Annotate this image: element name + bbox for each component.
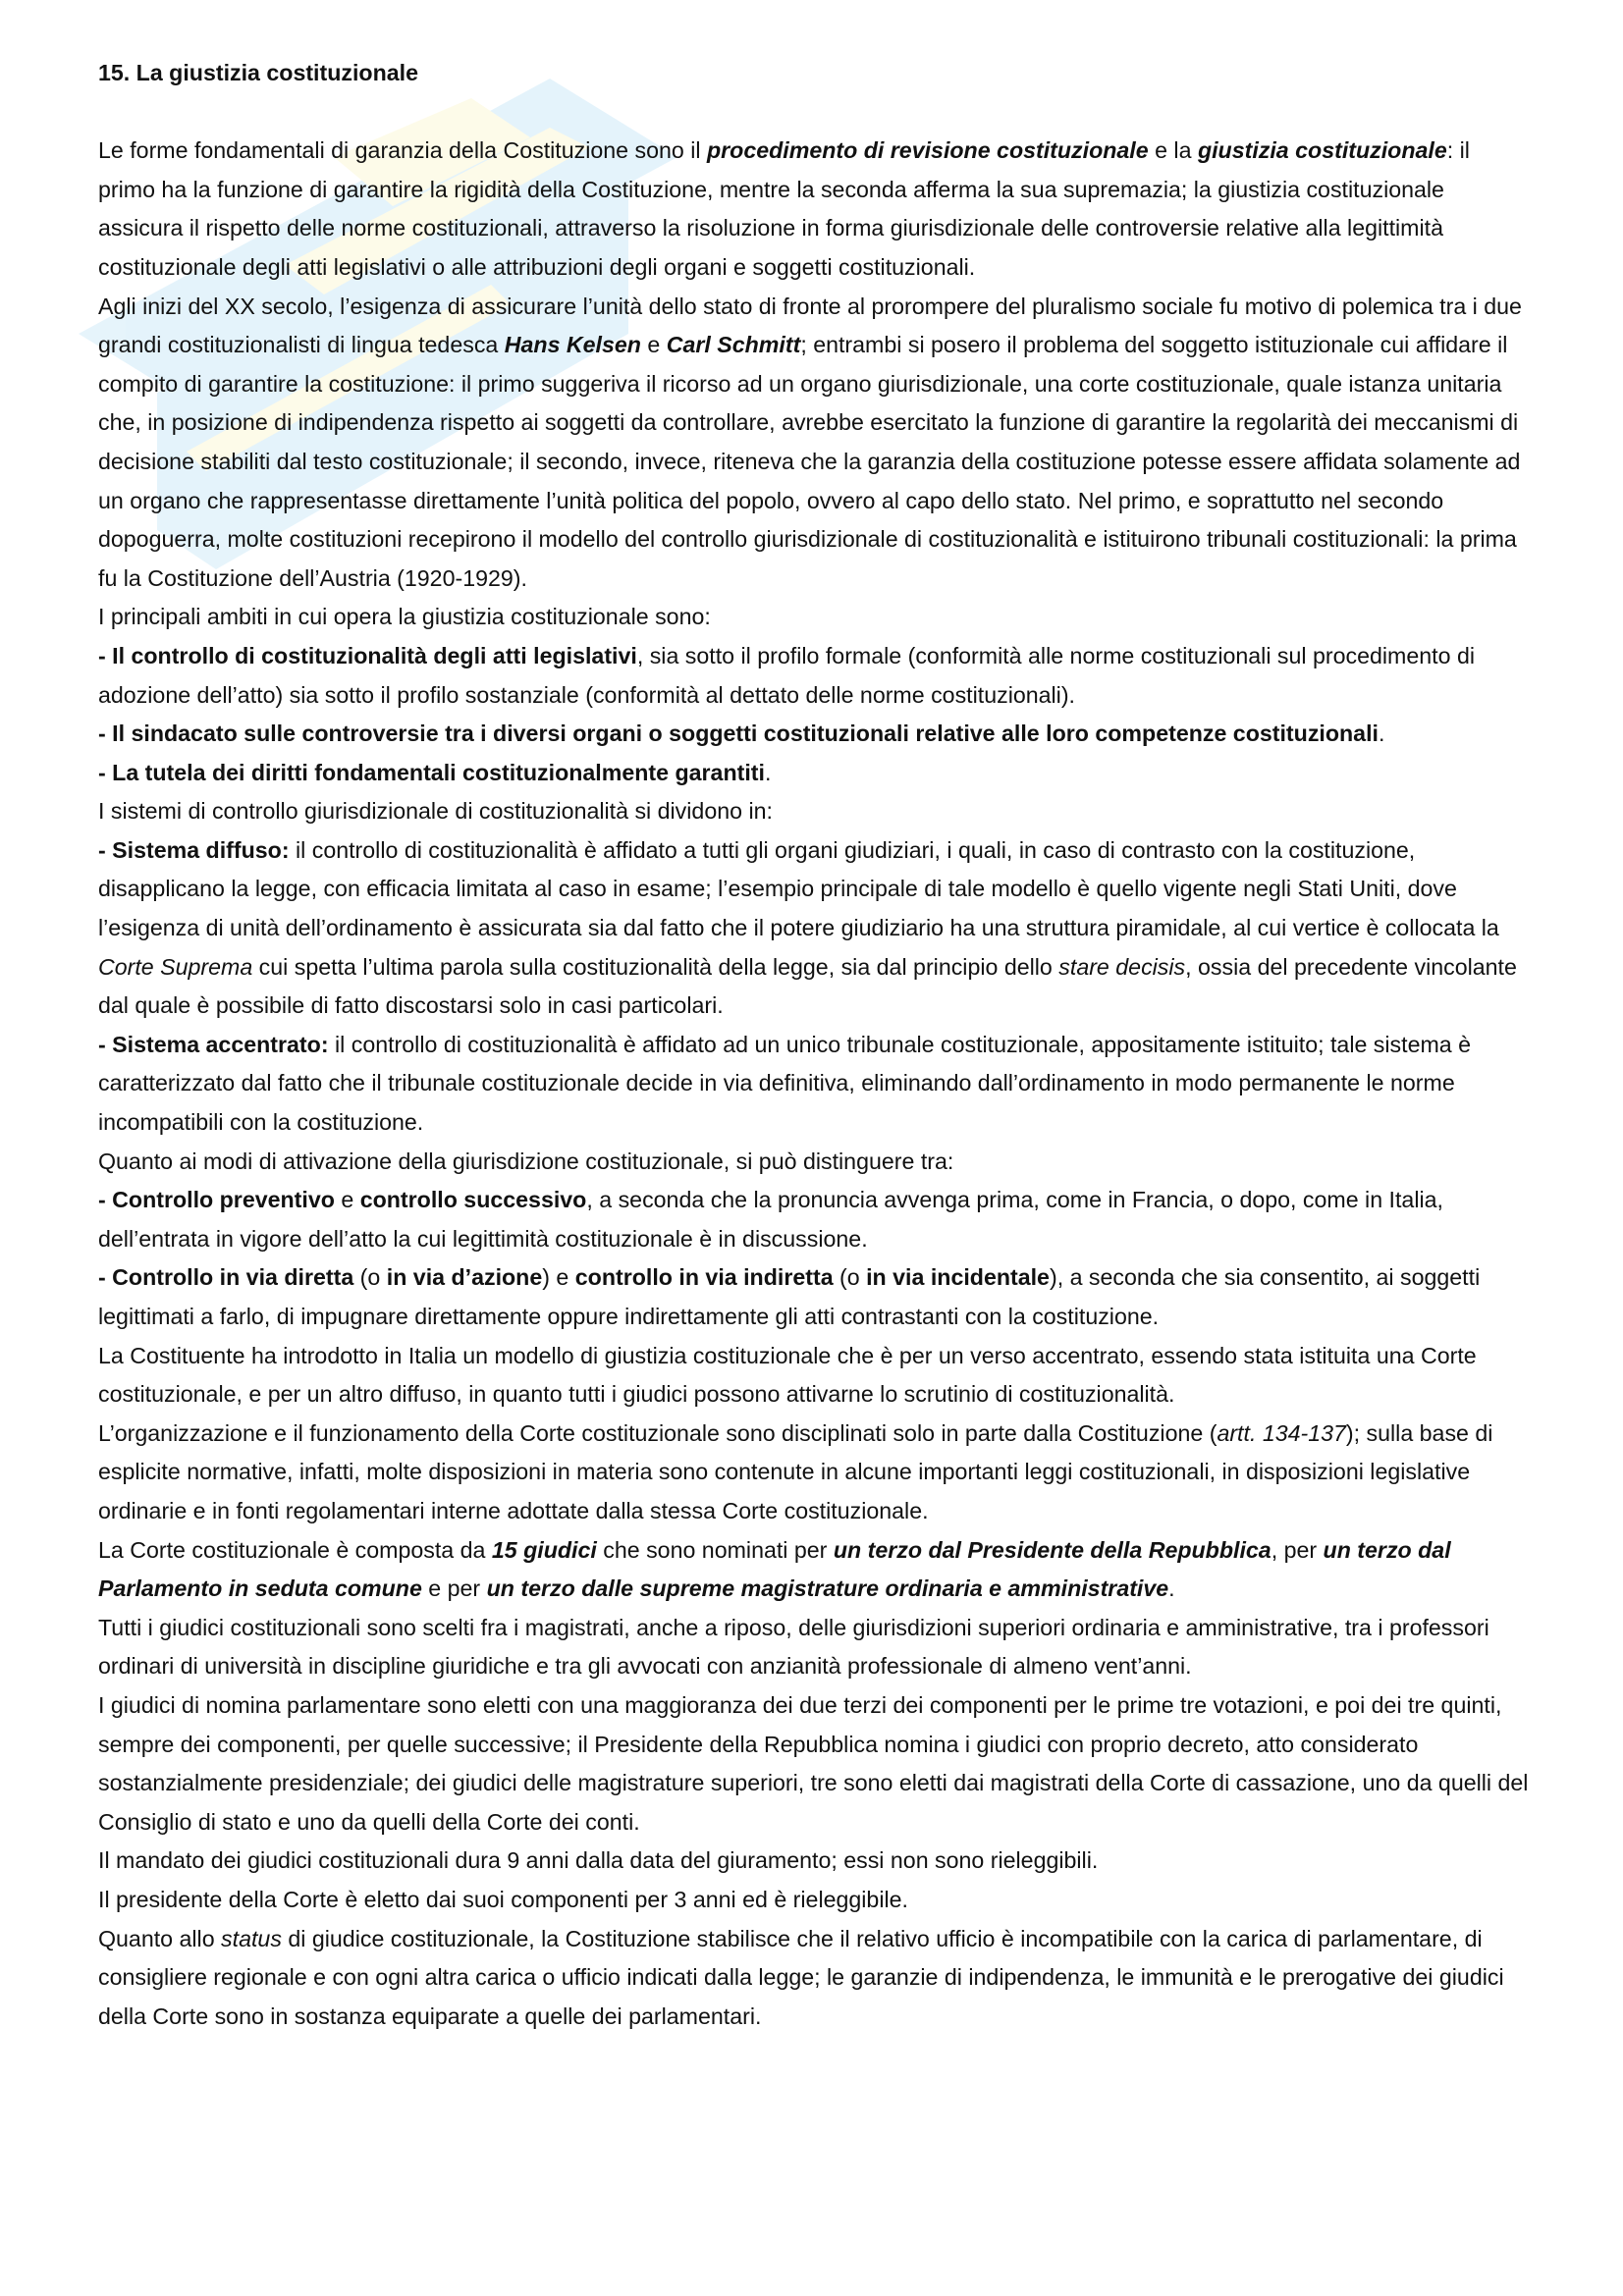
list-item-sistema-accentrato	[98, 1026, 1532, 1143]
emphasis: giustizia costituzionale	[1197, 137, 1447, 164]
text: Le forme fondamentali di garanzia della Costituzione sono il	[98, 137, 707, 164]
page-title: 15. La giustizia costituzionale	[98, 60, 418, 85]
text: .	[1168, 1575, 1175, 1602]
paragraph-presidente: Il presidente della Corte è eletto dai suoi componenti per 3 anni ed è rieleggibile.	[98, 1886, 908, 1912]
emphasis: - Sistema diffuso:	[98, 836, 290, 863]
text: il controllo di costituzionalità è affidato ad un unico tribunale costituzionale, appositamente istituito; tale sistema è caratterizzato dal fatto che il tribunale costituzionale decide in via definitiva, eliminando dall’ordinamento in modo permanente le norme incompatibili con la costituzione.	[98, 1031, 1472, 1136]
emphasis: un terzo dal Presidente della Repubblica	[833, 1536, 1271, 1563]
list-item-ambito-3	[98, 754, 1532, 793]
emphasis: un terzo dalle supreme magistrature ordinaria e amministrative	[486, 1575, 1169, 1602]
paragraph-intro	[98, 132, 1532, 287]
paragraph-mandato: Il mandato dei giudici costituzionali dura 9 anni dalla data del giuramento; essi non sono rieleggibili.	[98, 1847, 1099, 1874]
list-item-controllo-preventivo	[98, 1181, 1532, 1258]
paragraph-sistemi-intro: I sistemi di controllo giurisdizionale di costituzionalità si dividono in:	[98, 798, 773, 825]
emphasis: artt. 134-137	[1217, 1419, 1346, 1446]
emphasis: procedimento di revisione costituzionale	[706, 137, 1149, 164]
text: Quanto allo	[98, 1925, 222, 1951]
text: ; entrambi si posero il problema del soggetto istituzionale cui affidare il compito di garantire la costituzione: il primo suggeriva il ricorso ad un organo giurisdizionale, una corte costituzionale, quale istanza unitaria che, in posizione di indipendenza rispetto ai soggetti da controllare, avrebbe esercitato la funzione di garantire la regolarità dei meccanismi di decisione stabiliti dal testo costituzionale; il secondo, invece, riteneva che la garanzia della costituzione potesse essere affidata solamente ad un organo che rappresentasse direttamente l’unità politica del popolo, ovvero al capo dello stato. Nel primo, e soprattutto nel secondo dopoguerra, molte costituzioni recepirono il modello del controllo giurisdizionale di costituzionalità e istituirono tribunali costituzionali: la prima fu la Costituzione dell’Austria (1920-1929).	[98, 332, 1521, 591]
text: il controllo di costituzionalità è affidato a tutti gli organi giudiziari, i quali, in caso di contrasto con la costituzione, disapplicano la legge, con efficacia limitata al caso in esame; l’esempio principale di tale modello è quello vigente negli Stati Uniti, dove l’esigenza di unità dell’ordinamento è assicurata sia dal fatto che il potere giudiziario ha una struttura piramidale, al cui vertice è collocata la	[98, 836, 1499, 941]
text: L’organizzazione e il funzionamento della Corte costituzionale sono disciplinati solo in parte dalla Costituzione (	[98, 1419, 1217, 1446]
paragraph-status	[98, 1920, 1532, 2037]
list-item-controllo-diretto	[98, 1258, 1532, 1336]
document-body	[98, 54, 1532, 2036]
emphasis: controllo in via indiretta	[574, 1264, 834, 1291]
text: (o	[353, 1264, 387, 1291]
text: , sia sotto il profilo formale (conformità alle norme costituzionali sul procedimento di adozione dell’atto) sia sotto il profilo sostanziale (conformità al dettato delle norme costituzionali).	[98, 642, 1475, 708]
paragraph-nomina-giudici: I giudici di nomina parlamentare sono eletti con una maggioranza dei due terzi dei componenti per le prime tre votazioni, e poi dei tre quinti, sempre dei componenti, per quelle successive; il Presidente della Repubblica nomina i giudici con proprio decreto, atto considerato sostanzialmente presidenziale; dei giudici delle magistrature superiori, tre sono eletti dai magistrati della Corte di cassazione, uno da quelli del Consiglio di stato e uno da quelli della Corte dei conti.	[98, 1691, 1529, 1835]
text: Agli inizi del XX secolo, l’esigenza di assicurare l’unità dello stato di fronte al prorompere del pluralismo sociale fu motivo di polemica tra i due grandi costituzionalisti di lingua tedesca	[98, 293, 1522, 358]
emphasis: in via incidentale	[866, 1264, 1050, 1291]
paragraph-costituente: La Costituente ha introdotto in Italia un modello di giustizia costituzionale che è per un verso accentrato, essendo stata istituita una Corte costituzionale, e per un altro diffuso, in quanto tutti i giudici possono attivarne lo scrutinio di costituzionalità.	[98, 1342, 1477, 1408]
text: e	[640, 332, 667, 358]
emphasis: in via d’azione	[386, 1264, 543, 1291]
text: ), a seconda che sia consentito, ai soggetti legittimati a farlo, di impugnare direttamente oppure indirettamente gli atti contrastanti con la costituzione.	[98, 1264, 1481, 1329]
emphasis: 15 giudici	[491, 1536, 597, 1563]
emphasis: - Il sindacato sulle controversie tra i diversi organi o soggetti costituzionali relative alle loro competenze costituzionali	[98, 721, 1379, 747]
emphasis: controllo successivo	[359, 1187, 587, 1213]
text: , a seconda che la pronuncia avvenga prima, come in Francia, o dopo, come in Italia, dell’entrata in vigore dell’atto la cui legittimità costituzionale è in discussione.	[98, 1187, 1443, 1252]
paragraph-history	[98, 288, 1532, 599]
paragraph-ambiti-intro: I principali ambiti in cui opera la giustizia costituzionale sono:	[98, 604, 711, 630]
emphasis: - Controllo in via diretta	[98, 1264, 354, 1291]
text: ); sulla base di esplicite normative, infatti, molte disposizioni in materia sono contenute in alcune importanti leggi costituzionali, in disposizioni legislative ordinarie e in fonti regolamentari interne adottate dalla stessa Corte costituzionale.	[98, 1419, 1493, 1523]
blank-line	[98, 93, 1532, 133]
emphasis: Hans Kelsen	[504, 332, 641, 358]
list-item-sistema-diffuso	[98, 831, 1532, 1026]
emphasis: status	[221, 1925, 282, 1951]
text: ) e	[542, 1264, 575, 1291]
paragraph-composizione	[98, 1531, 1532, 1609]
paragraph-scelta-giudici: Tutti i giudici costituzionali sono scelti fra i magistrati, anche a riposo, delle giurisdizioni superiori ordinaria e amministrative, tra i professori ordinari di università in discipline giuridiche e tra gli avvocati con anzianità professionale di almeno vent’anni.	[98, 1614, 1489, 1680]
list-item-ambito-1	[98, 637, 1532, 715]
text: cui spetta l’ultima parola sulla costituzionalità della legge, sia dal principio dello	[252, 953, 1059, 980]
emphasis: - Sistema accentrato:	[98, 1031, 329, 1057]
emphasis: Corte Suprema	[98, 953, 253, 980]
text: e la	[1148, 137, 1198, 164]
paragraph-modi-intro: Quanto ai modi di attivazione della giurisdizione costituzionale, si può distinguere tra:	[98, 1148, 954, 1174]
paragraph-organizzazione	[98, 1415, 1532, 1531]
text: e per	[421, 1575, 487, 1602]
emphasis: Carl Schmitt	[666, 332, 801, 358]
emphasis: - Il controllo di costituzionalità degli atti legislativi	[98, 642, 637, 668]
text: : il primo ha la funzione di garantire la rigidità della Costituzione, mentre la seconda afferma la sua supremazia; la giustizia costituzionale assicura il rispetto delle norme costituzionali, attraverso la risoluzione in forma giurisdizionale delle controversie relative alla legittimità costituzionale degli atti legislativi o alle attribuzioni degli organi e soggetti costituzionali.	[98, 137, 1470, 280]
text: che sono nominati per	[596, 1536, 834, 1563]
text: , ossia del precedente vincolante dal quale è possibile di fatto discostarsi solo in casi particolari.	[98, 953, 1517, 1019]
text: e	[334, 1187, 360, 1213]
text: La Corte costituzionale è composta da	[98, 1536, 492, 1563]
emphasis: un terzo dal Parlamento in seduta comune	[98, 1536, 1451, 1602]
emphasis: stare decisis	[1058, 953, 1186, 980]
text: di giudice costituzionale, la Costituzione stabilisce che il relativo ufficio è incompatibile con la carica di parlamentare, di consigliere regionale e con ogni altra carica o ufficio indicati dalla legge; le garanzie di indipendenza, le immunità e le prerogative dei giudici della Corte sono in sostanza equiparate a quelle dei parlamentari.	[98, 1925, 1504, 2029]
text: .	[1378, 721, 1385, 747]
text: .	[764, 759, 772, 785]
text: (o	[833, 1264, 867, 1291]
text: , per	[1271, 1536, 1324, 1563]
emphasis: - La tutela dei diritti fondamentali costituzionalmente garantiti	[98, 759, 765, 785]
emphasis: - Controllo preventivo	[98, 1187, 335, 1213]
list-item-ambito-2	[98, 715, 1532, 754]
